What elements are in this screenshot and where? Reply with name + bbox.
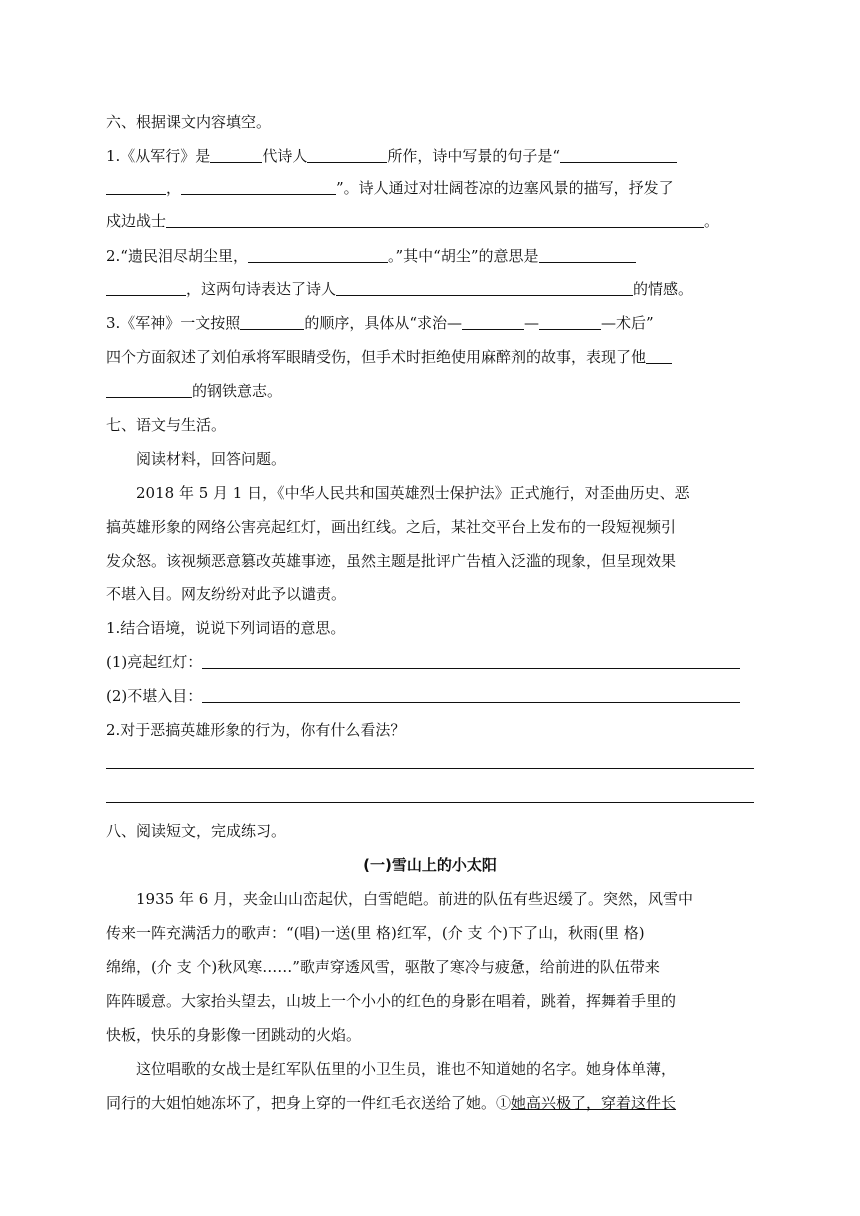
material-line-2: 搞英雄形象的网络公害亮起红灯，画出红线。之后，某社交平台上发布的一段短视频引 [106, 518, 677, 536]
section-8-heading: 八、阅读短文，完成练习。 [106, 822, 287, 840]
q1-text-e: ”。诗人通过对壮阔苍凉的边塞风景的描写，抒发了 [336, 179, 674, 197]
q3-text-e: 的钢铁意志。 [192, 382, 283, 400]
question-1-line-1 [106, 146, 677, 166]
q3-text-a: 3.《军神》一文按照 [106, 314, 241, 332]
q2-text-c: ，这两句诗表达了诗人 [186, 280, 337, 298]
passage-line-2: 传来一阵充满活力的歌声：“(唱)一送(里 格)红军，(介 支 个)下了山，秋雨(里 格) [106, 924, 645, 942]
question-7-1-1 [106, 652, 740, 672]
material-line-4: 不堪入目。网友纷纷对此予以谴责。 [106, 585, 347, 603]
reading-instruction: 阅读材料，回答问题。 [136, 450, 287, 468]
blank-poet-emotion[interactable] [336, 280, 633, 296]
passage-line-3: 绵绵，(介 支 个)秋风寒……”歌声穿透风雪，驱散了寒冷与疲惫，给前进的队伍带来 [106, 958, 660, 976]
answer-line-opinion-2[interactable] [106, 802, 754, 803]
section-7-heading: 七、语文与生活。 [106, 416, 227, 434]
blank-poem-line[interactable] [248, 247, 388, 263]
blank-hu-chen-meaning-cont[interactable] [106, 280, 186, 296]
blank-scenery-line-1-cont[interactable] [106, 179, 166, 195]
underlined-sentence-1: 她高兴极了，穿着这件长 [511, 1094, 677, 1112]
q1-text-a: 1.《从军行》是 [106, 147, 211, 165]
question-1-line-2 [106, 178, 674, 198]
q1-text-f: 戍边战士 [106, 212, 167, 230]
blank-emotion[interactable] [166, 212, 704, 228]
material-line-1: 2018 年 5 月 1 日，《中华人民共和国英雄烈士保护法》正式施行，对歪曲历史、恶 [136, 484, 690, 502]
blank-stage-3[interactable] [539, 314, 601, 330]
blank-dynasty[interactable] [210, 147, 262, 163]
q2-text-d: 的情感。 [633, 280, 694, 298]
material-line-3: 发众怒。该视频恶意篡改英雄事迹，虽然主题是批评广告植入泛滥的现象，但呈现效果 [106, 552, 677, 570]
blank-spirit-cont[interactable] [106, 382, 192, 398]
question-7-2: 2.对于恶搞英雄形象的行为，你有什么看法？ [106, 721, 406, 739]
q1-text-c: 所作，诗中写景的句子是“ [387, 147, 560, 165]
q3-text-c: — [523, 314, 539, 332]
blank-scenery-line-1[interactable] [560, 147, 677, 163]
passage-title: (一)雪山上的小太阳 [363, 856, 497, 874]
question-2-line-2 [106, 279, 693, 299]
passage-line-6: 这位唱歌的女战士是红军队伍里的小卫生员，谁也不知道她的名字。她身体单薄， [136, 1060, 677, 1078]
blank-poet[interactable] [307, 147, 387, 163]
blank-spirit[interactable] [646, 348, 672, 364]
q3-text-b: 的顺序，具体从“求治— [304, 314, 462, 332]
q3-text-line2: 四个方面叙述了刘伯承将军眼睛受伤，但手术时拒绝使用麻醉剂的故事，表现了他 [106, 348, 647, 366]
blank-scenery-line-2[interactable] [181, 179, 336, 195]
passage-line-4: 阵阵暖意。大家抬头望去，山坡上一个小小的红色的身影在唱着，跳着，挥舞着手里的 [106, 992, 677, 1010]
q1-text-g: 。 [704, 212, 720, 230]
question-3-line-3 [106, 381, 282, 401]
answer-line-opinion-1[interactable] [106, 768, 754, 769]
blank-hu-chen-meaning[interactable] [539, 247, 636, 263]
question-7-1-2 [106, 686, 740, 706]
q1-text-b: 代诗人 [262, 147, 308, 165]
answer-line-light-red[interactable] [202, 653, 740, 669]
blank-order[interactable] [240, 314, 304, 330]
section-6-heading: 六、根据课文内容填空。 [106, 113, 272, 131]
passage-line-1: 1935 年 6 月，夹金山山峦起伏，白雪皑皑。前进的队伍有些迟缓了。突然，风雪中 [136, 890, 694, 908]
passage-line-7-text: 同行的大姐怕她冻坏了，把身上穿的一件红毛衣送给了她。① [106, 1094, 512, 1112]
q1-text-d: ， [166, 179, 182, 197]
question-1-line-3 [106, 211, 719, 231]
passage-line-7 [106, 1093, 676, 1113]
blank-stage-2[interactable] [462, 314, 524, 330]
passage-line-5: 快板，快乐的身影像一团跳动的火焰。 [106, 1026, 362, 1044]
answer-line-unbearable[interactable] [202, 687, 740, 703]
q2-text-a: 2.“遗民泪尽胡尘里， [106, 247, 248, 265]
q2-text-b: 。”其中“胡尘”的意思是 [387, 247, 539, 265]
term-unbearable: (2)不堪入目： [106, 687, 203, 705]
question-2-line-1 [106, 246, 636, 266]
q3-text-d: —术后” [600, 314, 654, 332]
question-3-line-1 [106, 313, 654, 333]
question-7-1: 1.结合语境，说说下列词语的意思。 [106, 619, 346, 637]
term-light-red: (1)亮起红灯： [106, 653, 203, 671]
question-3-line-2 [106, 347, 672, 367]
